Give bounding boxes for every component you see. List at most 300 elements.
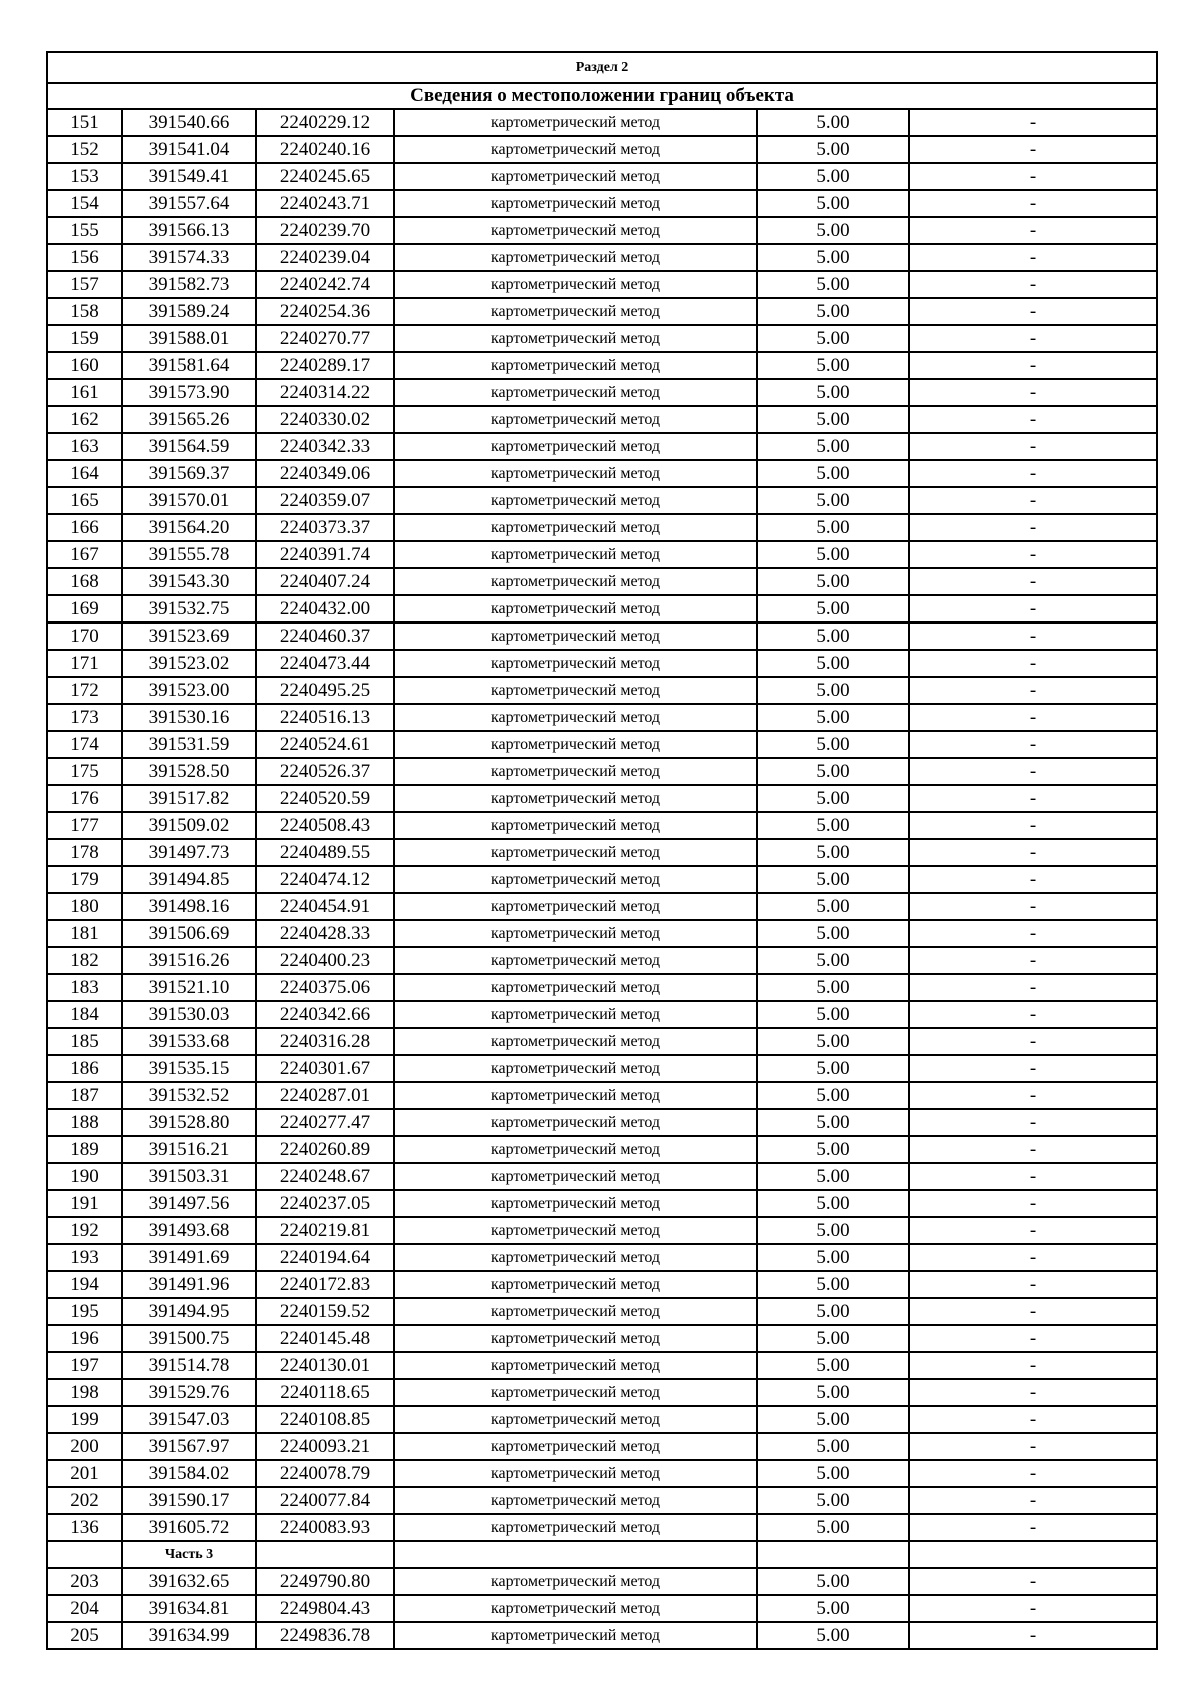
y-coordinate-cell: 2240239.04 (256, 244, 394, 271)
accuracy-cell: 5.00 (757, 1514, 909, 1541)
y-coordinate-cell: 2240242.74 (256, 271, 394, 298)
y-coordinate-cell: 2240432.00 (256, 595, 394, 623)
description-cell: - (909, 1136, 1157, 1163)
point-number-cell: 191 (47, 1190, 122, 1217)
y-coordinate-cell: 2240219.81 (256, 1217, 394, 1244)
x-coordinate-cell: 391532.75 (122, 595, 256, 623)
accuracy-cell: 5.00 (757, 1433, 909, 1460)
x-coordinate-cell: 391516.26 (122, 947, 256, 974)
section-label: Раздел 2 (47, 52, 1157, 83)
method-cell: картометрический метод (394, 433, 757, 460)
description-cell: - (909, 1298, 1157, 1325)
x-coordinate-cell: 391570.01 (122, 487, 256, 514)
description-cell: - (909, 812, 1157, 839)
description-cell: - (909, 1001, 1157, 1028)
accuracy-cell: 5.00 (757, 1325, 909, 1352)
method-cell: картометрический метод (394, 1136, 757, 1163)
point-number-cell: 171 (47, 650, 122, 677)
description-cell: - (909, 1244, 1157, 1271)
x-coordinate-cell: 391530.03 (122, 1001, 256, 1028)
accuracy-cell: 5.00 (757, 271, 909, 298)
x-coordinate-cell: 391523.00 (122, 677, 256, 704)
accuracy-cell: 5.00 (757, 460, 909, 487)
table-row (47, 568, 1157, 595)
description-cell: - (909, 406, 1157, 433)
table-row (47, 1433, 1157, 1460)
point-number-cell: 151 (47, 109, 122, 136)
description-cell: - (909, 1379, 1157, 1406)
point-number-cell: 205 (47, 1622, 122, 1649)
description-cell: - (909, 190, 1157, 217)
x-coordinate-cell: 391569.37 (122, 460, 256, 487)
point-number-cell: 190 (47, 1163, 122, 1190)
point-number-cell: 186 (47, 1055, 122, 1082)
point-number-cell: 201 (47, 1460, 122, 1487)
table-row (47, 1568, 1157, 1595)
table-row (47, 812, 1157, 839)
x-coordinate-cell: 391564.20 (122, 514, 256, 541)
point-number-cell: 196 (47, 1325, 122, 1352)
y-coordinate-cell: 2240245.65 (256, 163, 394, 190)
y-coordinate-cell: 2249804.43 (256, 1595, 394, 1622)
table-row (47, 514, 1157, 541)
accuracy-cell: 5.00 (757, 487, 909, 514)
point-number-cell: 193 (47, 1244, 122, 1271)
point-number-cell: 156 (47, 244, 122, 271)
method-cell: картометрический метод (394, 1163, 757, 1190)
table-row (47, 920, 1157, 947)
method-cell: картометрический метод (394, 1568, 757, 1595)
description-cell: - (909, 244, 1157, 271)
description-cell: - (909, 1514, 1157, 1541)
accuracy-cell: 5.00 (757, 1082, 909, 1109)
accuracy-cell: 5.00 (757, 541, 909, 568)
y-coordinate-cell: 2240495.25 (256, 677, 394, 704)
table-row (47, 595, 1157, 623)
table-row (47, 163, 1157, 190)
y-coordinate-cell: 2240400.23 (256, 947, 394, 974)
method-cell: картометрический метод (394, 514, 757, 541)
point-number-cell: 200 (47, 1433, 122, 1460)
accuracy-cell: 5.00 (757, 1379, 909, 1406)
x-coordinate-cell: 391497.73 (122, 839, 256, 866)
method-cell: картометрический метод (394, 352, 757, 379)
accuracy-cell: 5.00 (757, 1568, 909, 1595)
method-cell: картометрический метод (394, 974, 757, 1001)
method-cell: картометрический метод (394, 1109, 757, 1136)
table-row (47, 731, 1157, 758)
y-coordinate-cell: 2240289.17 (256, 352, 394, 379)
y-coordinate-cell: 2240454.91 (256, 893, 394, 920)
point-number-cell: 192 (47, 1217, 122, 1244)
method-cell: картометрический метод (394, 1595, 757, 1622)
description-cell: - (909, 1460, 1157, 1487)
x-coordinate-cell: 391523.02 (122, 650, 256, 677)
description-cell: - (909, 1109, 1157, 1136)
accuracy-cell: 5.00 (757, 514, 909, 541)
description-cell: - (909, 866, 1157, 893)
table-row (47, 1244, 1157, 1271)
accuracy-cell: 5.00 (757, 163, 909, 190)
table-row (47, 785, 1157, 812)
table-row (47, 1217, 1157, 1244)
y-coordinate-cell: 2240159.52 (256, 1298, 394, 1325)
method-cell: картометрический метод (394, 920, 757, 947)
table-row (47, 1460, 1157, 1487)
point-number-cell: 152 (47, 136, 122, 163)
y-coordinate-cell: 2240108.85 (256, 1406, 394, 1433)
point-number-cell: 160 (47, 352, 122, 379)
method-cell: картометрический метод (394, 379, 757, 406)
x-coordinate-cell: 391581.64 (122, 352, 256, 379)
description-cell: - (909, 217, 1157, 244)
point-number-cell: 175 (47, 758, 122, 785)
y-coordinate-cell: 2240172.83 (256, 1271, 394, 1298)
point-number-cell: 181 (47, 920, 122, 947)
x-coordinate-cell: 391491.96 (122, 1271, 256, 1298)
y-coordinate-cell: 2240516.13 (256, 704, 394, 731)
accuracy-cell: 5.00 (757, 920, 909, 947)
y-coordinate-cell: 2249836.78 (256, 1622, 394, 1649)
description-cell: - (909, 163, 1157, 190)
table-row (47, 758, 1157, 785)
method-cell: картометрический метод (394, 1217, 757, 1244)
table-row (47, 677, 1157, 704)
x-coordinate-cell: 391523.69 (122, 623, 256, 651)
point-number-cell: 170 (47, 623, 122, 651)
description-cell: - (909, 650, 1157, 677)
description-cell: - (909, 623, 1157, 651)
table-row (47, 1406, 1157, 1433)
point-number-cell: 183 (47, 974, 122, 1001)
description-cell: - (909, 1082, 1157, 1109)
accuracy-cell: 5.00 (757, 1190, 909, 1217)
point-number-cell: 194 (47, 1271, 122, 1298)
method-cell: картометрический метод (394, 893, 757, 920)
method-cell: картометрический метод (394, 650, 757, 677)
table-row (47, 487, 1157, 514)
point-number-cell: 198 (47, 1379, 122, 1406)
description-cell: - (909, 704, 1157, 731)
part-label: Часть 3 (122, 1541, 256, 1568)
description-cell: - (909, 1433, 1157, 1460)
accuracy-cell: 5.00 (757, 1595, 909, 1622)
method-cell: картометрический метод (394, 785, 757, 812)
description-cell: - (909, 1406, 1157, 1433)
description-cell: - (909, 325, 1157, 352)
point-number-cell: 197 (47, 1352, 122, 1379)
point-number-cell: 164 (47, 460, 122, 487)
description-cell: - (909, 1487, 1157, 1514)
description-cell: - (909, 731, 1157, 758)
accuracy-cell: 5.00 (757, 839, 909, 866)
accuracy-cell: 5.00 (757, 190, 909, 217)
point-number-cell: 157 (47, 271, 122, 298)
x-coordinate-cell: 391634.81 (122, 1595, 256, 1622)
y-coordinate-cell: 2240270.77 (256, 325, 394, 352)
table-row (47, 379, 1157, 406)
point-number-cell: 155 (47, 217, 122, 244)
method-cell: картометрический метод (394, 1406, 757, 1433)
description-cell: - (909, 1163, 1157, 1190)
description-cell: - (909, 352, 1157, 379)
method-cell: картометрический метод (394, 244, 757, 271)
accuracy-cell: 5.00 (757, 595, 909, 623)
table-row (47, 1055, 1157, 1082)
point-number-cell: 154 (47, 190, 122, 217)
accuracy-cell: 5.00 (757, 704, 909, 731)
x-coordinate-cell: 391532.52 (122, 1082, 256, 1109)
point-number-cell: 153 (47, 163, 122, 190)
point-number-cell: 167 (47, 541, 122, 568)
point-number-cell: 184 (47, 1001, 122, 1028)
table-row (47, 1352, 1157, 1379)
accuracy-cell: 5.00 (757, 352, 909, 379)
point-number-cell: 195 (47, 1298, 122, 1325)
table-row (47, 1514, 1157, 1541)
accuracy-cell: 5.00 (757, 1163, 909, 1190)
description-cell: - (909, 1622, 1157, 1649)
point-number-cell: 182 (47, 947, 122, 974)
method-cell: картометрический метод (394, 758, 757, 785)
x-coordinate-cell: 391506.69 (122, 920, 256, 947)
description-cell: - (909, 514, 1157, 541)
x-coordinate-cell: 391516.21 (122, 1136, 256, 1163)
table-row (47, 704, 1157, 731)
point-number-cell: 189 (47, 1136, 122, 1163)
x-coordinate-cell: 391540.66 (122, 109, 256, 136)
accuracy-cell: 5.00 (757, 217, 909, 244)
description-cell: - (909, 136, 1157, 163)
y-coordinate-cell: 2240373.37 (256, 514, 394, 541)
accuracy-cell: 5.00 (757, 1055, 909, 1082)
y-coordinate-cell: 2240349.06 (256, 460, 394, 487)
x-coordinate-cell: 391535.15 (122, 1055, 256, 1082)
point-number-cell: 204 (47, 1595, 122, 1622)
point-number-cell: 163 (47, 433, 122, 460)
accuracy-cell: 5.00 (757, 1487, 909, 1514)
accuracy-cell: 5.00 (757, 379, 909, 406)
method-cell: картометрический метод (394, 839, 757, 866)
x-coordinate-cell: 391634.99 (122, 1622, 256, 1649)
x-coordinate-cell: 391584.02 (122, 1460, 256, 1487)
x-coordinate-cell: 391528.50 (122, 758, 256, 785)
point-number-cell: 176 (47, 785, 122, 812)
accuracy-cell: 5.00 (757, 1028, 909, 1055)
description-cell: - (909, 568, 1157, 595)
x-coordinate-cell: 391565.26 (122, 406, 256, 433)
table-row (47, 893, 1157, 920)
x-coordinate-cell: 391533.68 (122, 1028, 256, 1055)
method-cell: картометрический метод (394, 217, 757, 244)
table-row (47, 1109, 1157, 1136)
point-number-cell: 185 (47, 1028, 122, 1055)
point-number-cell: 172 (47, 677, 122, 704)
description-cell: - (909, 109, 1157, 136)
description-cell: - (909, 379, 1157, 406)
table-row (47, 325, 1157, 352)
accuracy-cell: 5.00 (757, 1109, 909, 1136)
table-row (47, 650, 1157, 677)
empty-cell (256, 1541, 394, 1568)
y-coordinate-cell: 2240287.01 (256, 1082, 394, 1109)
description-cell: - (909, 758, 1157, 785)
y-coordinate-cell: 2240524.61 (256, 731, 394, 758)
table-row (47, 109, 1157, 136)
x-coordinate-cell: 391567.97 (122, 1433, 256, 1460)
method-cell: картометрический метод (394, 163, 757, 190)
description-cell: - (909, 920, 1157, 947)
description-cell: - (909, 1595, 1157, 1622)
x-coordinate-cell: 391547.03 (122, 1406, 256, 1433)
y-coordinate-cell: 2240508.43 (256, 812, 394, 839)
x-coordinate-cell: 391498.16 (122, 893, 256, 920)
method-cell: картометрический метод (394, 812, 757, 839)
accuracy-cell: 5.00 (757, 298, 909, 325)
y-coordinate-cell: 2240260.89 (256, 1136, 394, 1163)
accuracy-cell: 5.00 (757, 731, 909, 758)
description-cell: - (909, 1217, 1157, 1244)
point-number-cell: 166 (47, 514, 122, 541)
method-cell: картометрический метод (394, 1298, 757, 1325)
point-number-cell: 180 (47, 893, 122, 920)
table-row (47, 1082, 1157, 1109)
method-cell: картометрический метод (394, 595, 757, 623)
method-cell: картометрический метод (394, 109, 757, 136)
method-cell: картометрический метод (394, 1460, 757, 1487)
table-row (47, 433, 1157, 460)
x-coordinate-cell: 391493.68 (122, 1217, 256, 1244)
accuracy-cell: 5.00 (757, 1406, 909, 1433)
method-cell: картометрический метод (394, 487, 757, 514)
method-cell: картометрический метод (394, 271, 757, 298)
point-number-cell: 158 (47, 298, 122, 325)
y-coordinate-cell: 2240526.37 (256, 758, 394, 785)
table-row (47, 190, 1157, 217)
y-coordinate-cell: 2240342.33 (256, 433, 394, 460)
description-cell: - (909, 460, 1157, 487)
y-coordinate-cell: 2240277.47 (256, 1109, 394, 1136)
y-coordinate-cell: 2240407.24 (256, 568, 394, 595)
x-coordinate-cell: 391529.76 (122, 1379, 256, 1406)
point-number-cell: 177 (47, 812, 122, 839)
x-coordinate-cell: 391531.59 (122, 731, 256, 758)
description-cell: - (909, 271, 1157, 298)
point-number-cell: 179 (47, 866, 122, 893)
point-number-cell: 168 (47, 568, 122, 595)
y-coordinate-cell: 2240077.84 (256, 1487, 394, 1514)
y-coordinate-cell: 2240460.37 (256, 623, 394, 651)
accuracy-cell: 5.00 (757, 677, 909, 704)
accuracy-cell: 5.00 (757, 650, 909, 677)
description-cell: - (909, 785, 1157, 812)
point-number-cell: 136 (47, 1514, 122, 1541)
x-coordinate-cell: 391543.30 (122, 568, 256, 595)
y-coordinate-cell: 2240240.16 (256, 136, 394, 163)
method-cell: картометрический метод (394, 406, 757, 433)
y-coordinate-cell: 2240301.67 (256, 1055, 394, 1082)
accuracy-cell: 5.00 (757, 893, 909, 920)
y-coordinate-cell: 2240473.44 (256, 650, 394, 677)
description-cell: - (909, 839, 1157, 866)
point-number-cell: 161 (47, 379, 122, 406)
accuracy-cell: 5.00 (757, 947, 909, 974)
description-cell: - (909, 1028, 1157, 1055)
y-coordinate-cell: 2240375.06 (256, 974, 394, 1001)
y-coordinate-cell: 2240118.65 (256, 1379, 394, 1406)
table-row (47, 866, 1157, 893)
point-number-cell: 173 (47, 704, 122, 731)
y-coordinate-cell: 2240078.79 (256, 1460, 394, 1487)
point-number-cell: 203 (47, 1568, 122, 1595)
method-cell: картометрический метод (394, 568, 757, 595)
method-cell: картометрический метод (394, 677, 757, 704)
table-row (47, 244, 1157, 271)
method-cell: картометрический метод (394, 1514, 757, 1541)
accuracy-cell: 5.00 (757, 1136, 909, 1163)
description-cell: - (909, 1325, 1157, 1352)
y-coordinate-cell: 2240248.67 (256, 1163, 394, 1190)
point-number-cell: 169 (47, 595, 122, 623)
point-number-cell: 174 (47, 731, 122, 758)
table-row (47, 623, 1157, 651)
method-cell: картометрический метод (394, 325, 757, 352)
x-coordinate-cell: 391497.56 (122, 1190, 256, 1217)
method-cell: картометрический метод (394, 298, 757, 325)
table-row (47, 974, 1157, 1001)
description-cell: - (909, 974, 1157, 1001)
x-coordinate-cell: 391491.69 (122, 1244, 256, 1271)
description-cell: - (909, 433, 1157, 460)
method-cell: картометрический метод (394, 1325, 757, 1352)
accuracy-cell: 5.00 (757, 325, 909, 352)
empty-cell (394, 1541, 757, 1568)
x-coordinate-cell: 391541.04 (122, 136, 256, 163)
method-cell: картометрический метод (394, 1244, 757, 1271)
description-cell: - (909, 595, 1157, 623)
point-number-cell: 188 (47, 1109, 122, 1136)
x-coordinate-cell: 391564.59 (122, 433, 256, 460)
y-coordinate-cell: 2240237.05 (256, 1190, 394, 1217)
point-number-cell: 202 (47, 1487, 122, 1514)
accuracy-cell: 5.00 (757, 785, 909, 812)
section-header-row (47, 52, 1157, 83)
method-cell: картометрический метод (394, 623, 757, 651)
y-coordinate-cell: 2240520.59 (256, 785, 394, 812)
accuracy-cell: 5.00 (757, 136, 909, 163)
table-row (47, 1325, 1157, 1352)
method-cell: картометрический метод (394, 731, 757, 758)
y-coordinate-cell: 2240130.01 (256, 1352, 394, 1379)
point-number-cell: 159 (47, 325, 122, 352)
y-coordinate-cell: 2240254.36 (256, 298, 394, 325)
table-row (47, 947, 1157, 974)
table-row (47, 352, 1157, 379)
accuracy-cell: 5.00 (757, 1622, 909, 1649)
method-cell: картометрический метод (394, 1001, 757, 1028)
table-row (47, 298, 1157, 325)
table-body (47, 52, 1157, 1649)
table-row (47, 1163, 1157, 1190)
table-row (47, 839, 1157, 866)
x-coordinate-cell: 391573.90 (122, 379, 256, 406)
table-row (47, 1190, 1157, 1217)
method-cell: картометрический метод (394, 1622, 757, 1649)
y-coordinate-cell: 2240093.21 (256, 1433, 394, 1460)
y-coordinate-cell: 2240489.55 (256, 839, 394, 866)
description-cell: - (909, 1055, 1157, 1082)
table-row (47, 1379, 1157, 1406)
